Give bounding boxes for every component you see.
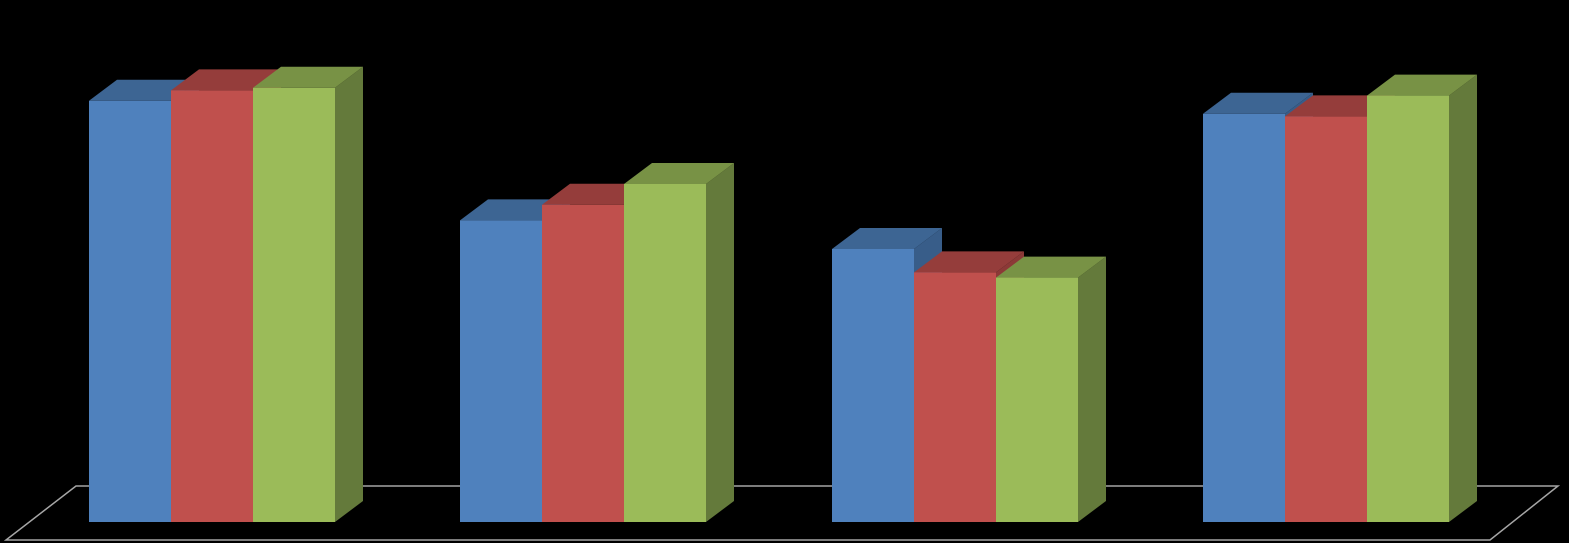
bar-front-face <box>996 278 1078 522</box>
bar-side-face <box>1078 257 1106 522</box>
bar-cluster-4 <box>1203 75 1477 522</box>
bar-front-face <box>1203 114 1285 522</box>
bar-series-3-category-1 <box>253 67 363 522</box>
bar-front-face <box>89 101 171 522</box>
bar-front-face <box>542 205 624 522</box>
bar-front-face <box>253 88 335 522</box>
bar-cluster-3 <box>832 228 1106 522</box>
bar-series-3-category-3 <box>996 257 1106 522</box>
bar-side-face <box>335 67 363 522</box>
bar-front-face <box>624 184 706 522</box>
bar-front-face <box>171 90 253 522</box>
chart-bars <box>89 67 1477 522</box>
bar-side-face <box>706 163 734 522</box>
bar-front-face <box>914 272 996 522</box>
bar-front-face <box>460 220 542 522</box>
bar-cluster-1 <box>89 67 363 522</box>
bar-series-3-category-4 <box>1367 75 1477 522</box>
bar-front-face <box>1367 96 1449 522</box>
bar-front-face <box>1285 116 1367 522</box>
bar-side-face <box>1449 75 1477 522</box>
bar-cluster-2 <box>460 163 734 522</box>
bar-series-3-category-2 <box>624 163 734 522</box>
bar-front-face <box>832 249 914 522</box>
